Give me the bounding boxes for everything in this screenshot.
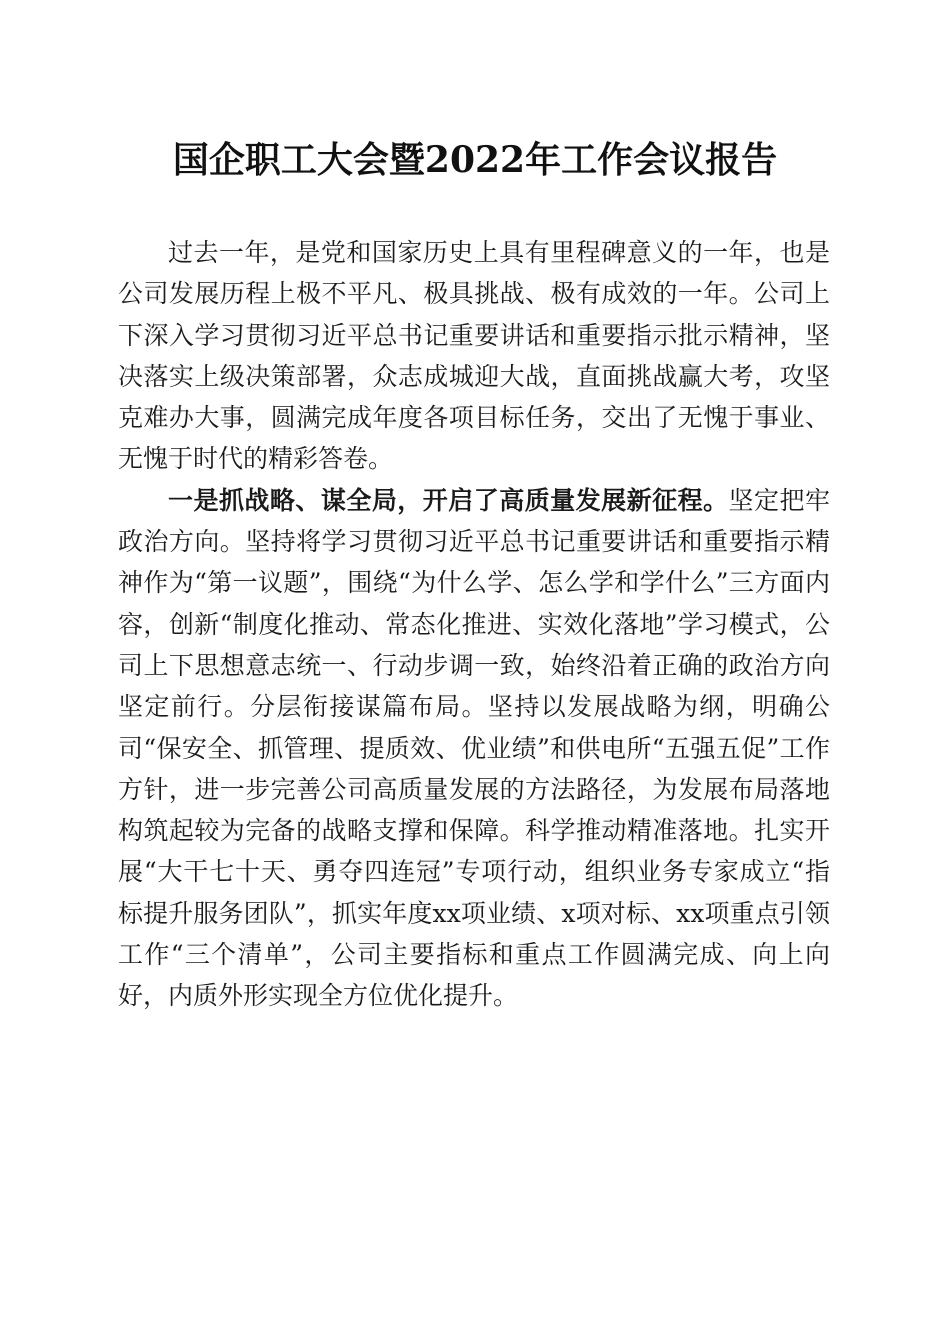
paragraph-intro-text: 过去一年，是党和国家历史上具有里程碑意义的一年，也是公司发展历程上极不平凡、极具挑战、极有成效的一年。公司上下深入学习贯彻习近平总书记重要讲话和重要指示批示精神，坚决落实上级决策部署，众志成城迎大战，直面挑战赢大考，攻坚克难办大事，圆满完成年度各项目标任务，交出了无愧于事业、无愧于时代的精彩答卷。 (118, 238, 830, 474)
paragraph-intro (118, 232, 830, 480)
paragraph-strategy-text: 坚定把牢政治方向。坚持将学习贯彻习近平总书记重要讲话和重要指示精神作为“第一议题”，围绕“为什么学、怎么学和学什么”三方面内容，创新“制度化推动、常态化推进、实效化落地”学习模式，公司上下思想意志统一、行动步调一致，始终沿着正确的政治方向坚定前行。分层衔接谋篇布局。坚持以发展战略为纲，明确公司“保安全、抓管理、提质效、优业绩”和供电所“五强五促”工作方针，进一步完善公司高质量发展的方法路径，为发展布局落地构筑起较为完备的战略支撑和保障。科学推动精准落地。扎实开展“大干七十天、勇夺四连冠”专项行动，组织业务专家成立“指标提升服务团队”，抓实年度xx项业绩、x项对标、xx项重点引领工作“三个清单”，公司主要指标和重点工作圆满完成、向上向好，内质外形实现全方位优化提升。 (118, 485, 830, 1011)
document-title: 国企职工大会暨2022年工作会议报告 (172, 139, 778, 181)
paragraph-strategy (118, 480, 830, 1017)
document-body (118, 232, 830, 1017)
paragraph-strategy-lead: 一是抓战略、谋全局，开启了高质量发展新征程。 (168, 485, 729, 515)
